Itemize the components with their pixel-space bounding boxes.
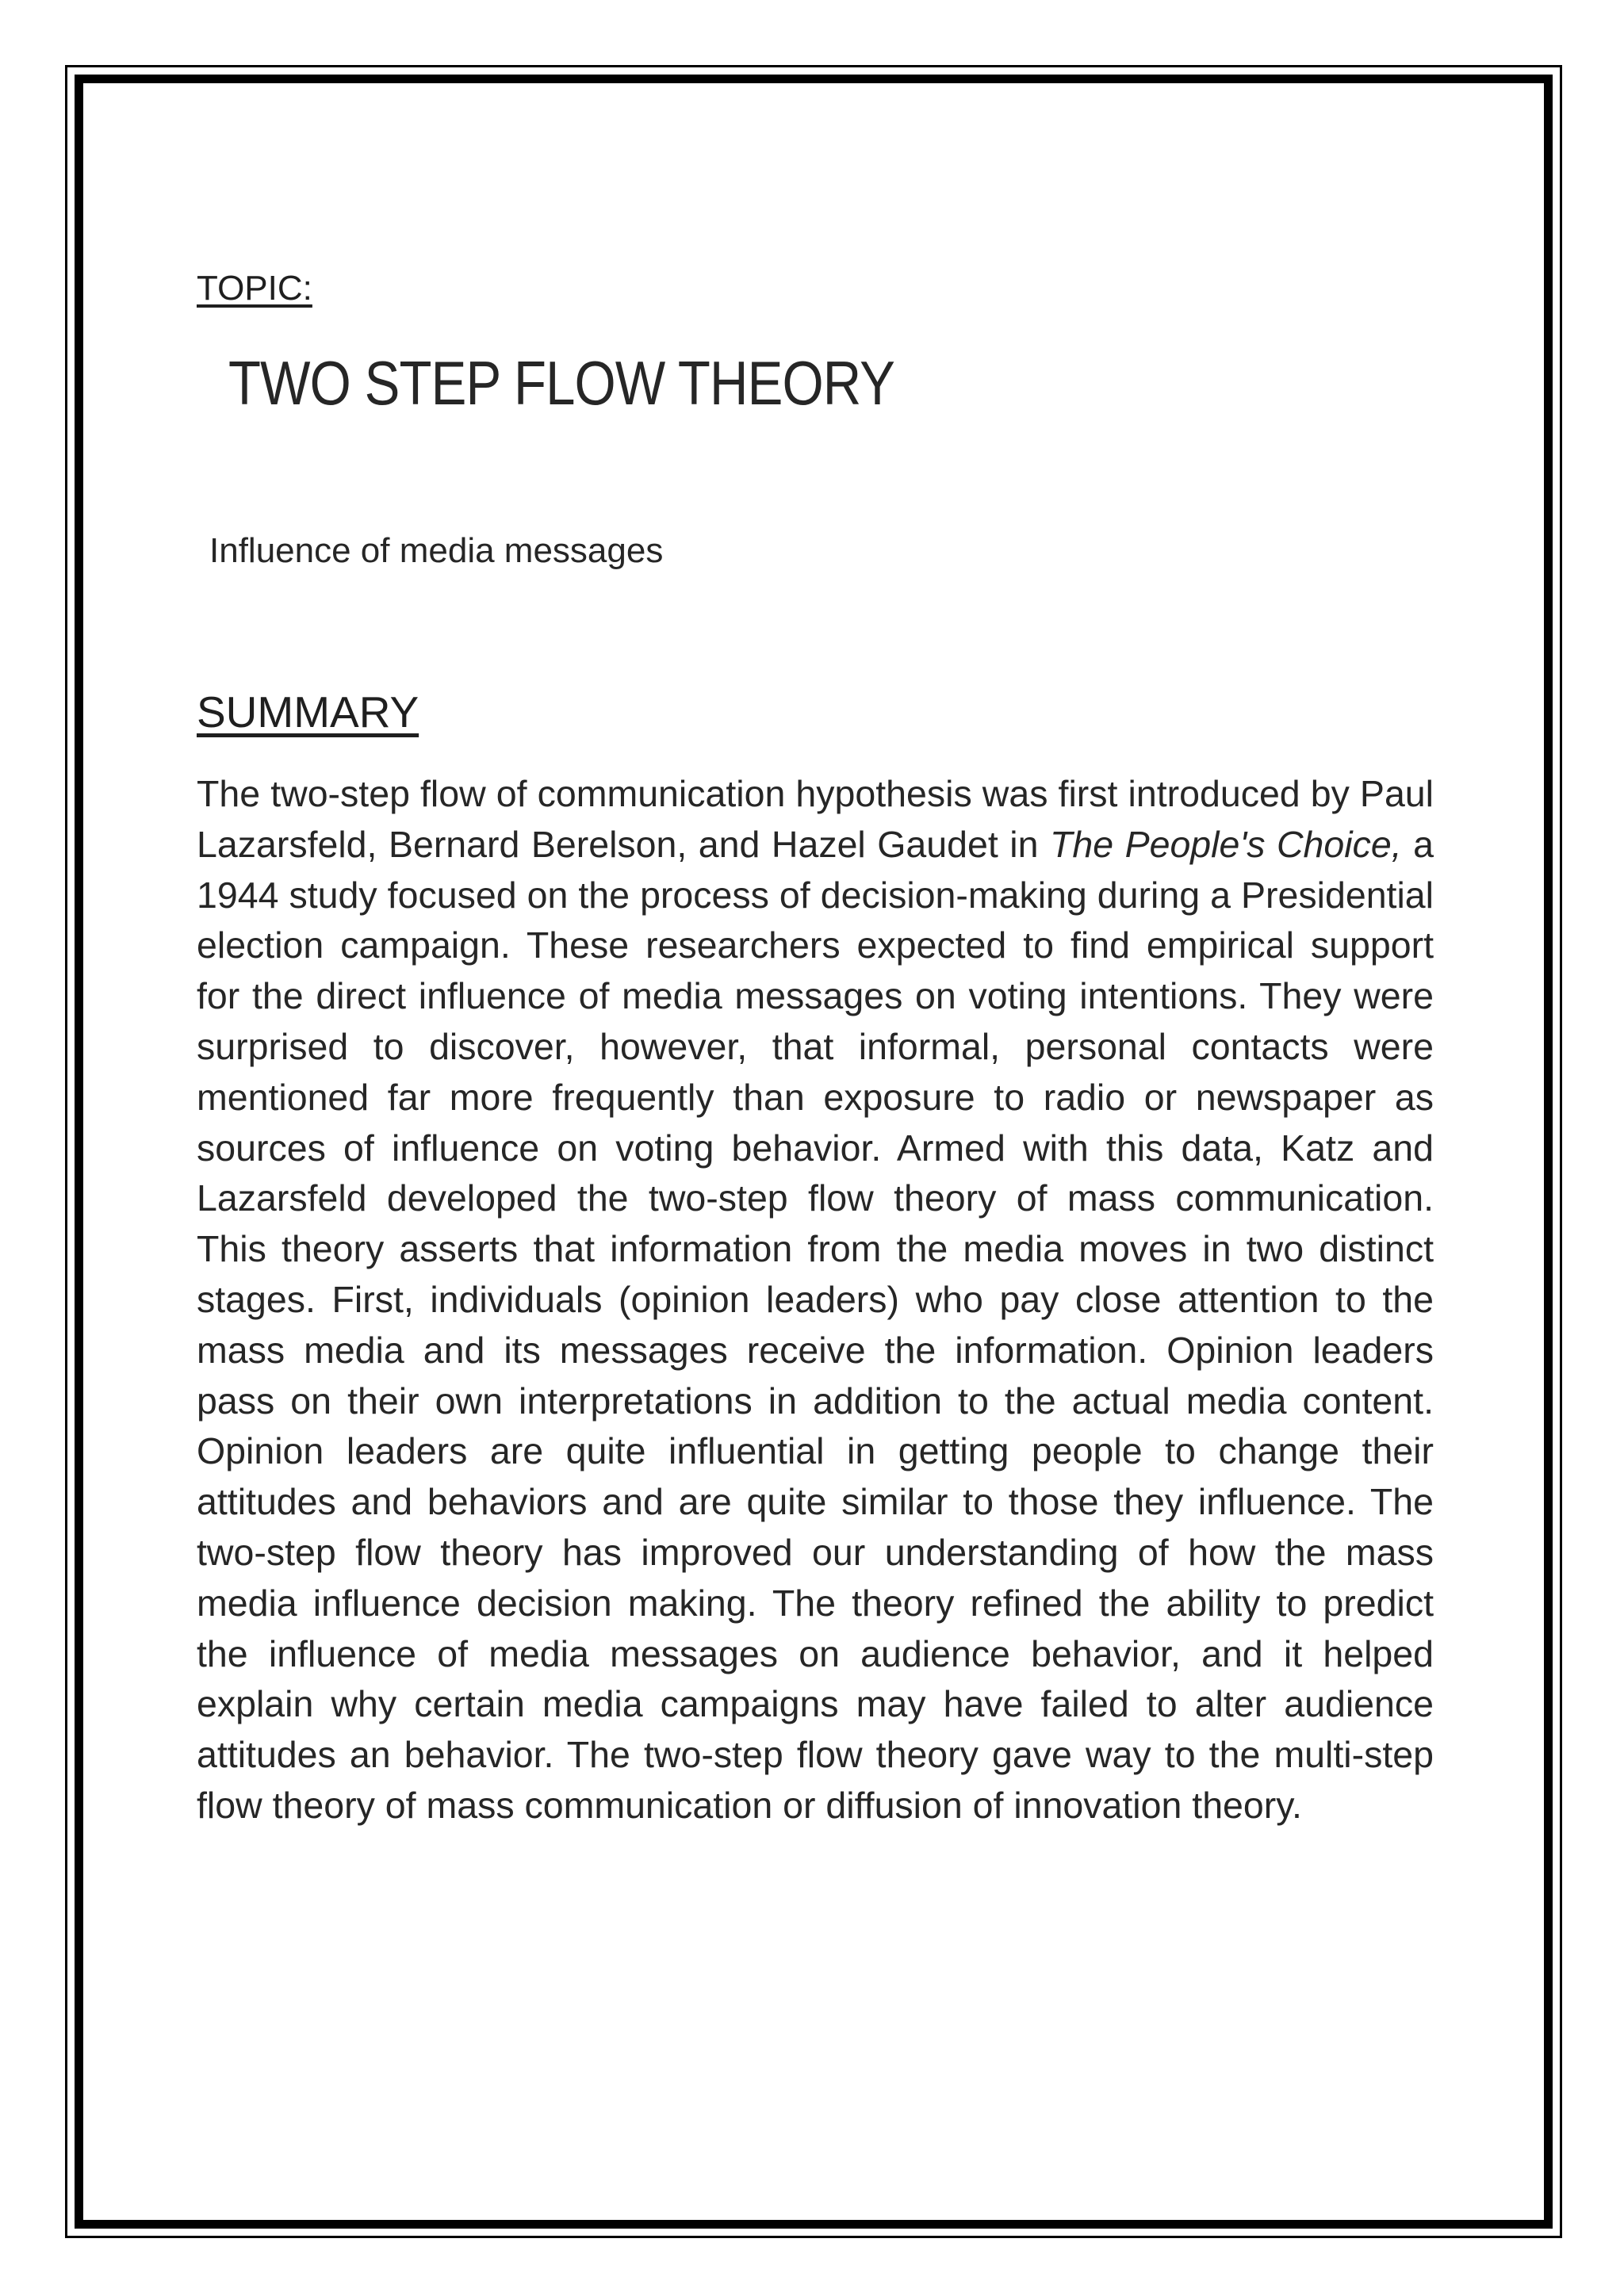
summary-paragraph: [197, 769, 1434, 1831]
topic-label: TOPIC:: [197, 269, 312, 308]
summary-text-part2: a 1944 study focused on the process of decision-making during a Presidential election campaign. These researchers expected to find empirical support for the direct influence of media messages on voting intentions. They were surprised to discover, however, that informal, personal contacts were mentioned far more frequently than exposure to radio or newspaper as sources of influence on voting behavior. Armed with this data, Katz and Lazarsfeld developed the two-step flow theory of mass communication. This theory asserts that information from the media moves in two distinct stages. First, individuals (opinion leaders) who pay close attention to the mass media and its messages receive the information. Opinion leaders pass on their own interpretations in addition to the actual media content. Opinion leaders are quite influential in getting people to change their attitudes and behaviors and are quite similar to those they influence. The two-step flow theory has improved our understanding of how the mass media influence decision making. The theory refined the ability to predict the influence of media messages on audience behavior, and it helped explain why certain media campaigns may have failed to alter audience attitudes an behavior. The two-step flow theory gave way to the multi-step flow theory of mass communication or diffusion of innovation theory.: [197, 823, 1434, 1826]
summary-text-part1: The two-step flow of communication hypothesis was first introduced by Paul Lazarsfeld, Bernard Berelson, and Hazel Gaudet in: [197, 773, 1434, 865]
summary-heading: SUMMARY: [197, 687, 419, 737]
book-title: The People's Choice,: [1049, 823, 1402, 865]
document-subtitle: Influence of media messages: [209, 531, 664, 570]
document-title: TWO STEP FLOW THEORY: [228, 348, 895, 418]
